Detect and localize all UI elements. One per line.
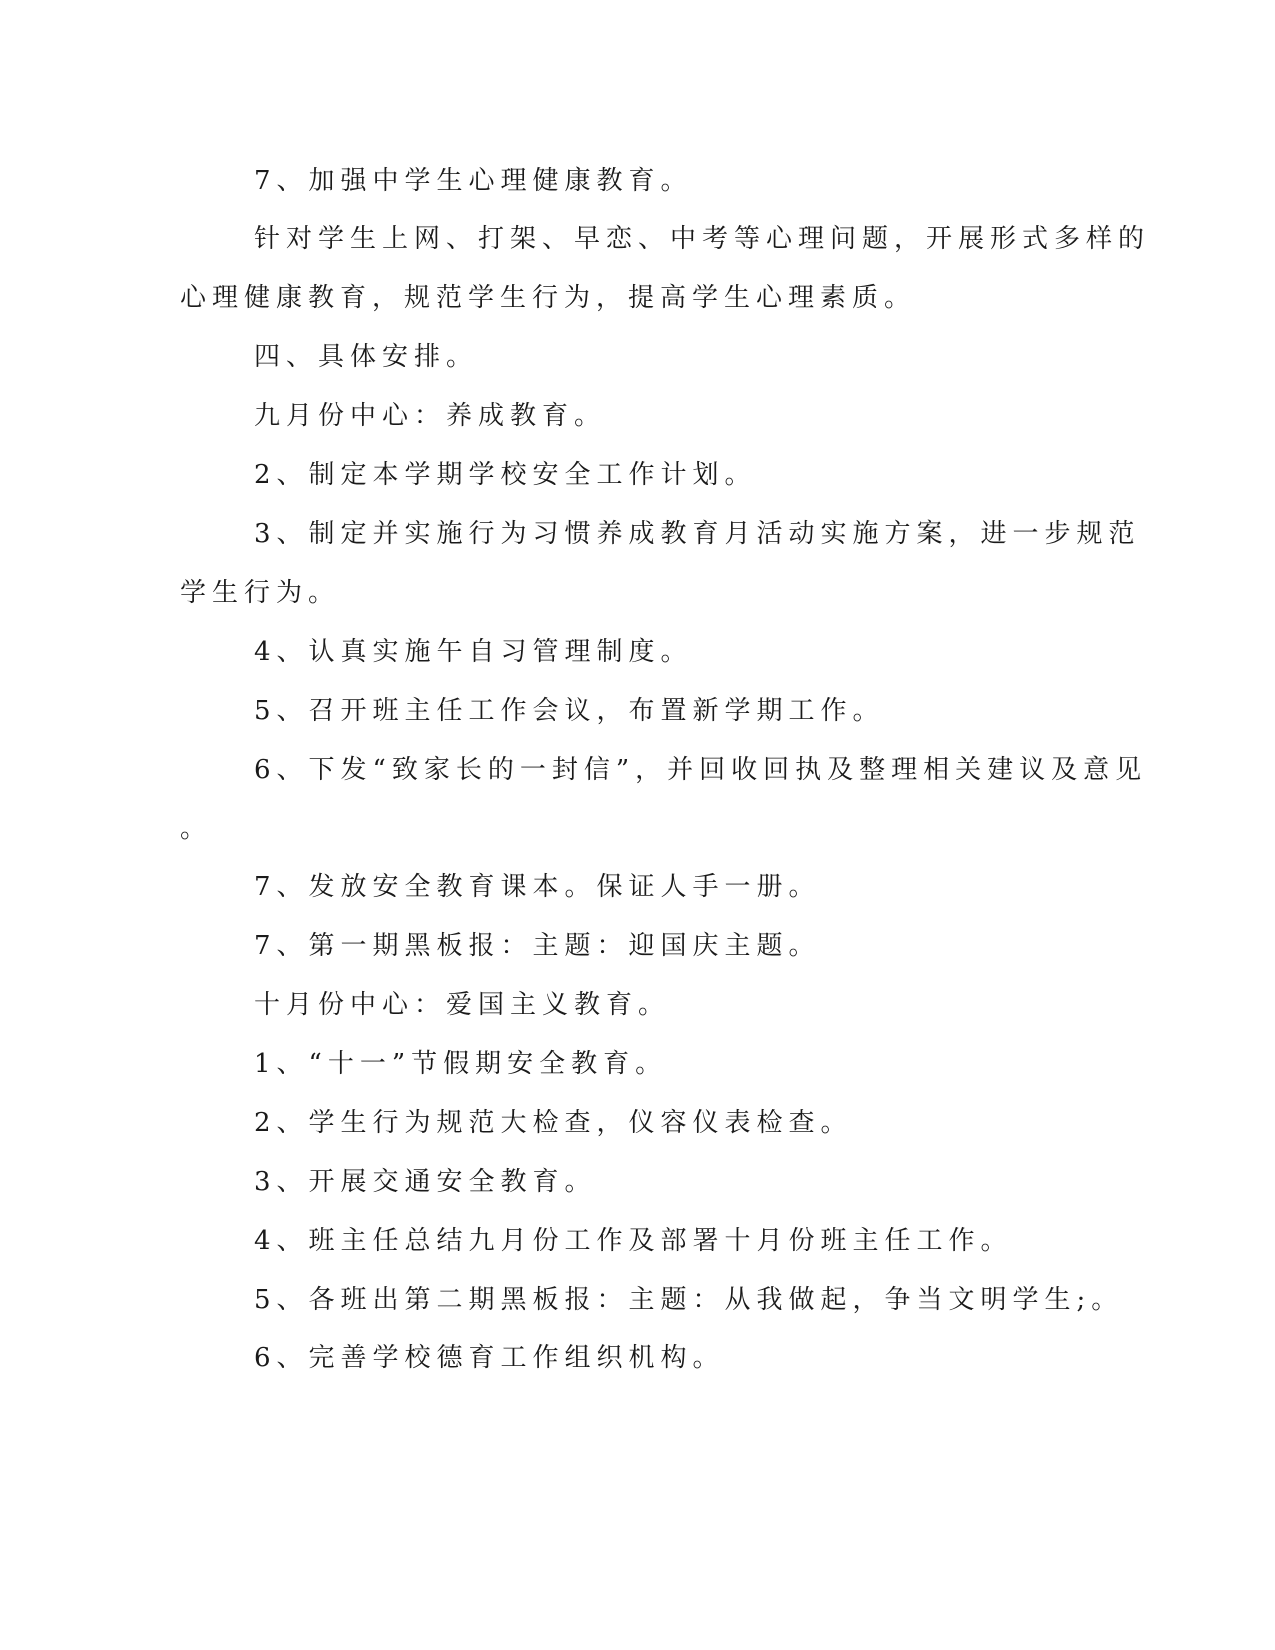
list-item: 7、发放安全教育课本。保证人手一册。 <box>254 872 821 902</box>
list-item: 5、召开班主任工作会议，布置新学期工作。 <box>254 696 885 726</box>
list-item: 6、完善学校德育工作组织机构。 <box>254 1343 725 1373</box>
paragraph-line: 心理健康教育，规范学生行为，提高学生心理素质。 <box>180 283 917 313</box>
list-item-continuation: 。 <box>180 814 213 844</box>
list-item: 4、认真实施午自习管理制度。 <box>254 637 693 667</box>
list-item: 3、制定并实施行为习惯养成教育月活动实施方案，进一步规范 <box>254 519 1141 549</box>
section-heading-arrangement: 四、具体安排。 <box>254 342 479 372</box>
list-item: 3、开展交通安全教育。 <box>254 1167 597 1197</box>
item-heading-mental-health: 7、加强中学生心理健康教育。 <box>254 166 693 196</box>
list-item: 5、各班出第二期黑板报：主题：从我做起，争当文明学生;。 <box>254 1285 1124 1315</box>
paragraph-line: 针对学生上网、打架、早恋、中考等心理问题，开展形式多样的 <box>254 224 1151 254</box>
list-item: 2、制定本学期学校安全工作计划。 <box>254 460 757 490</box>
list-item: 1、“十一”节假期安全教育。 <box>254 1049 668 1079</box>
month-heading-october: 十月份中心：爱国主义教育。 <box>254 990 671 1020</box>
list-item: 7、第一期黑板报：主题：迎国庆主题。 <box>254 931 821 961</box>
list-item: 4、班主任总结九月份工作及部署十月份班主任工作。 <box>254 1226 1013 1256</box>
list-item-continuation: 学生行为。 <box>180 578 341 608</box>
list-item: 6、下发“致家长的一封信”，并回收回执及整理相关建议及意见 <box>254 755 1148 785</box>
list-item: 2、学生行为规范大检查，仪容仪表检查。 <box>254 1108 853 1138</box>
month-heading-september: 九月份中心：养成教育。 <box>254 401 607 431</box>
